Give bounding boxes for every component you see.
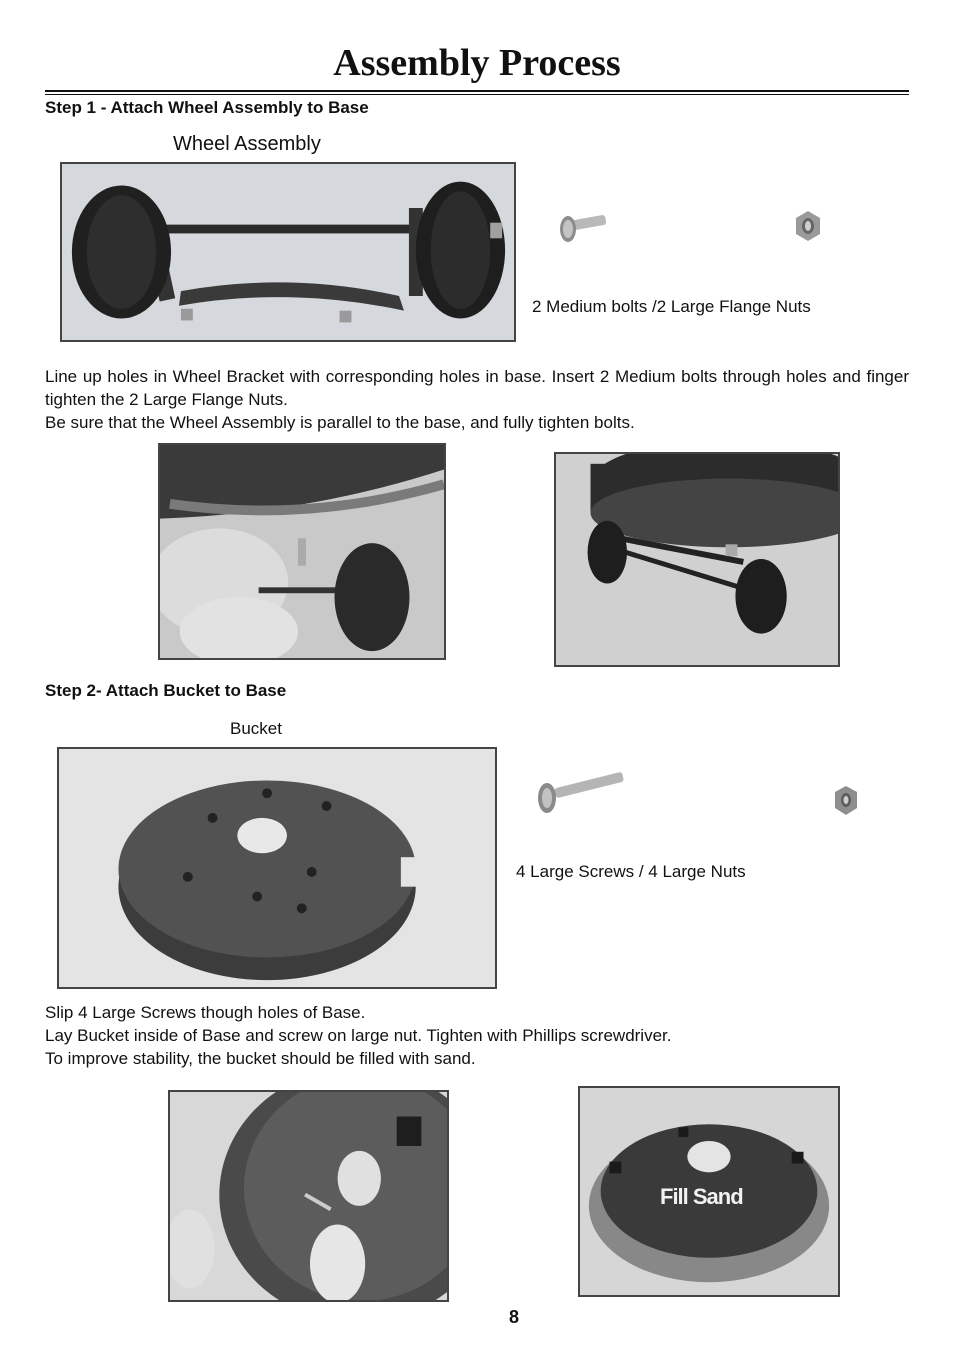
step2-instruction-3: To improve stability, the bucket should be filled with sand. [45,1049,476,1068]
title-rule-thin [45,94,909,95]
step2-instruction-2: Lay Bucket inside of Base and screw on large nut. Tighten with Phillips screwdriver. [45,1026,672,1045]
bucket-label: Bucket [230,719,282,738]
wheel-assembly-photo [60,162,516,342]
wheel-attached-photo [554,452,840,667]
bucket-photo [57,747,497,989]
step1-instruction-2: Be sure that the Wheel Assembly is parallel to the base, and fully tighten bolts. [45,413,635,432]
step2-hardware-caption: 4 Large Screws / 4 Large Nuts [516,862,746,881]
medium-bolt-image [556,207,608,245]
step2-heading: Step 2- Attach Bucket to Base [45,681,287,700]
page-title: Assembly Process [333,42,621,84]
step1-instruction-1: Line up holes in Wheel Bracket with corresponding holes in base. Insert 2 Medium bolts through holes and finger tighten the 2 Large Flange Nuts. [45,367,909,409]
large-nut-image [832,784,860,818]
step1-hardware-caption: 2 Medium bolts /2 Large Flange Nuts [532,297,811,316]
wheel-assembly-label: Wheel Assembly [173,133,321,155]
step1-heading: Step 1 - Attach Wheel Assembly to Base [45,98,369,117]
screw-insert-photo [168,1090,449,1302]
step1-instructions [45,365,909,434]
flange-nut-image [792,209,824,245]
fill-sand-photo [578,1086,840,1297]
fill-sand-overlay: Fill Sand [660,1184,743,1209]
page-number: 8 [508,1307,519,1327]
wheel-bolt-insert-photo [158,443,446,660]
title-rule [45,90,909,92]
step2-instruction-1: Slip 4 Large Screws though holes of Base. [45,1003,366,1022]
large-screw-image [534,768,626,818]
step2-instructions [45,1001,909,1070]
